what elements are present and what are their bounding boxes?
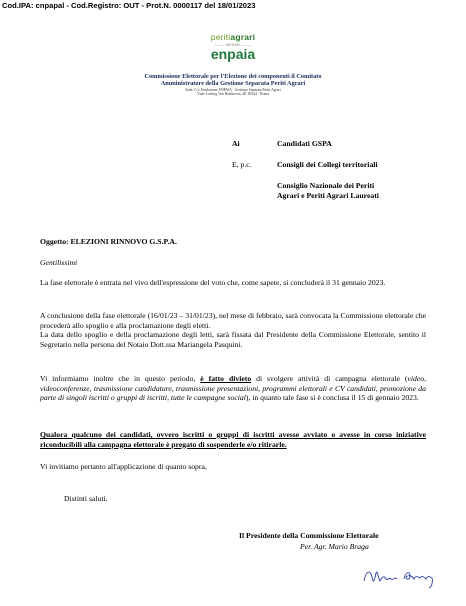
- logo-sub-text: ——— INSIEME ———: [214, 43, 252, 47]
- paragraph-4: Qualora qualcuno dei candidati, ovvero iscritti o gruppi di iscritti avesse avviato o avesse in corso iniziative riconducibili alla campagna elettorale è pregato di sospenderle e/o ritirarle.: [40, 430, 426, 449]
- commission-address: [0, 88, 466, 97]
- logo-main-text: enpaia: [210, 46, 256, 62]
- paragraph-5: Vi invitiamo pertanto all'applicazione di quanto sopra,: [40, 462, 207, 471]
- commission-line-1: Commissione Elettorale per l'Elezione dei componenti il Comitato: [144, 73, 322, 80]
- signature-name: Per. Agr. Mario Braga: [300, 542, 369, 551]
- salutation: Gentilissimi: [40, 258, 78, 267]
- enpaia-logo: [0, 32, 466, 62]
- commission-heading: [0, 73, 466, 87]
- recipient-cn-line-2: Agrari e Periti Agrari Laureati: [277, 190, 379, 200]
- recipient-ep-value: Consigli dei Collegi territoriali: [277, 160, 378, 169]
- address-line-1: Sede: C/o Fondazione ENPAIA - Gestione Separata Periti Agrari: [185, 88, 281, 92]
- recipient-ep-label: E, p.c.: [232, 160, 252, 169]
- recipient-ai-label: Ai: [232, 139, 240, 148]
- signature-title: Il Presidente della Commissione Elettorale: [239, 531, 379, 540]
- handwritten-signature: [360, 563, 440, 591]
- recipient-ai-value: Candidati GSPA: [277, 139, 332, 148]
- closing: Distinti saluti.: [64, 494, 108, 503]
- commission-line-2: Amministratore della Gestione Separata Periti Agrari: [160, 80, 306, 88]
- paragraph-2a: A conclusione della fase elettorale (16/01/23 – 31/01/23), nel mese di febbraio, sarà convocata la Commissione elettorale che procederà allo spoglio e alla proclamazione degli eletti.: [40, 311, 426, 330]
- paragraph-2b: La data dello spoglio e della proclamazione degli letti, sarà fissata dal Presidente della Commissione Elettorale, sentito il Segretario nella persona del Notaio Dott.ssa Mariangela Pasquini.: [40, 330, 426, 349]
- address-line-2: Viale Ludwig Van Beethoven, 48, 00144 - Roma: [197, 92, 269, 97]
- recipient-cn: [277, 181, 419, 200]
- paragraph-3: Vi informiamo inoltre che in questo periodo, è fatto divieto di svolgere attività di campagna elettorale (video, videoconferenze, trasmissione candidature, trasmissione presentazioni, programmi elettorali e CV candidati, promozione da parte di singoli iscritti o gruppi di iscritti, tutte le campagne social), in quanto tale fase si è conclusa il 15 di gennaio 2023.: [40, 374, 426, 403]
- logo-top-text: peritiagrari: [210, 32, 256, 42]
- protocol-line: Cod.IPA: cnpapal - Cod.Registro: OUT - Prot.N. 0000117 del 18/01/2023: [2, 1, 256, 10]
- recipient-cn-line-1: Consiglio Nazionale dei Periti: [277, 181, 375, 190]
- subject-text: ELEZIONI RINNOVO G.S.P.A.: [70, 237, 177, 246]
- paragraph-1: La fase elettorale è entrata nel vivo dell'espressione del voto che, come sapete, si concluderà il 31 gennaio 2023.: [40, 278, 386, 287]
- subject-line: [40, 237, 426, 247]
- subject-label: Oggetto:: [40, 237, 69, 246]
